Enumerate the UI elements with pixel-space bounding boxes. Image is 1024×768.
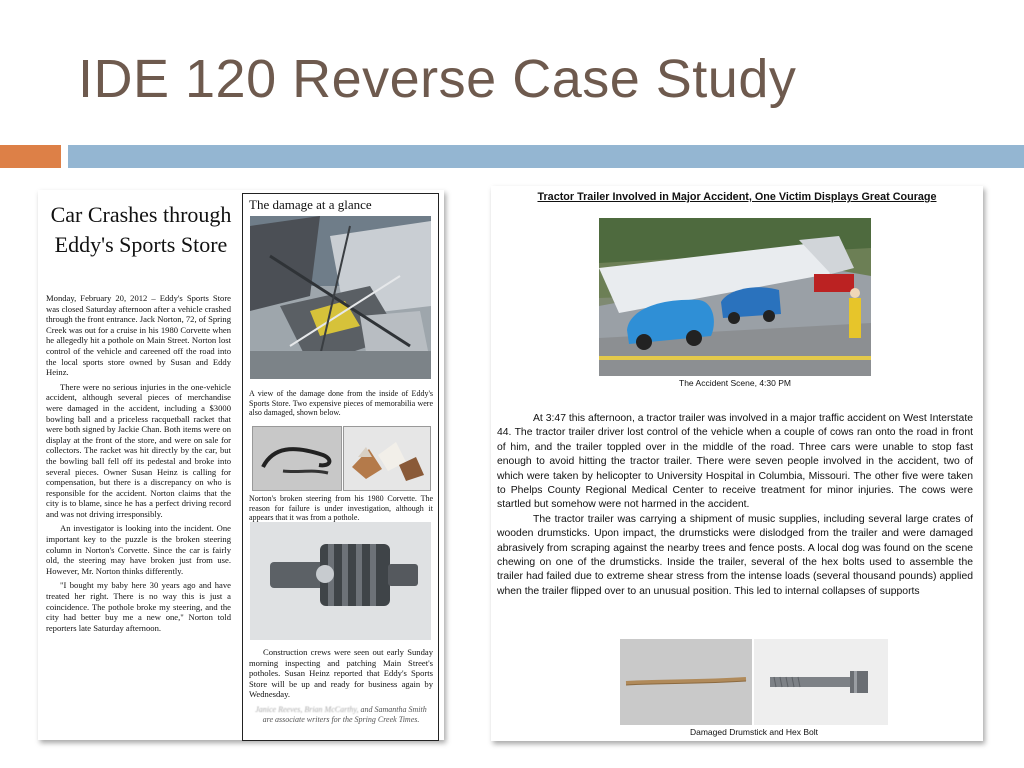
store-damage-caption: A view of the damage done from the inside of Eddy's Sports Store. Two expensive pieces of memorabilia were also damaged, shown below. [249, 389, 433, 417]
article-paragraph: At 3:47 this afternoon, a tractor trailer was involved in a major traffic accident on West Interstate 44. The tractor trailer driver lost control of the vehicle when a couple of cows ran onto the road in front of him, and the trailer toppled over in the middle of the road. Three cars were unable to stop fast enough to avoid hitting the tractor trailer. There were seven people involved in the accident, two of which were taken by helicopter to University Hospital in Columbia, Missouri. The other five were taken to Phelps County Regional Medical Center to receive treatment for minor injuries. The cows were startled but somehow were not harmed in the accident. [497, 413, 973, 511]
store-damage-photo [250, 216, 431, 379]
accident-photo-caption: The Accident Scene, 4:30 PM [679, 378, 791, 388]
steering-column-photo [250, 522, 431, 640]
car-crash-headline: Car Crashes through Eddy's Sports Store [50, 202, 232, 257]
article-paragraph: The tractor trailer was carrying a shipment of music supplies, including several large crates of wooden drumsticks. Upon impact, the drumsticks were dislodged from the trailer and were damaged abrasively from scraping against the nearby trees and fence posts. A local dog was found on the scene chewing on one of the drumsticks. Inside the trailer, several of the hex bolts used to assemble the trailer had failed due to extreme shear stress from the intense loads (several thousand pounds) applied when the trailer flipped over to an unusual position. This led to internal collapses of supports [497, 513, 973, 597]
article-paragraph: Monday, February 20, 2012 – Eddy's Sports Store was closed Saturday afternoon after a vehicle crashed through the front entrance. Jack Norton, 72, of Spring Creek was out for a cruise in his 1980 Corvette when he allegedly hit a pothole on Main Street. Norton lost control of the vehicle and careened off the road into the local sports store owned by Susan and Eddy Heinz. [46, 293, 231, 378]
broken-bowling-ball-photo [343, 426, 431, 491]
slide-title: IDE 120 Reverse Case Study [78, 49, 797, 109]
article-paragraph: An investigator is looking into the incident. One important key to the puzzle is the broken steering column in Norton's Corvette. Since the car is fairly old, the steering may have broken just from use. However, Mr. Norton thinks differently. [46, 523, 231, 576]
broken-racket-photo [252, 426, 342, 491]
left-newspaper-page [38, 190, 444, 740]
glance-title: The damage at a glance [249, 197, 372, 212]
right-newspaper-page [491, 186, 983, 741]
hex-bolt-photo [754, 639, 888, 725]
tractor-trailer-headline: Tractor Trailer Involved in Major Accident, One Victim Displays Great Courage [537, 191, 937, 203]
steering-caption: Norton's broken steering from his 1980 Corvette. The reason for failure is under investigation, although it appears that it was from a pothole. [249, 494, 433, 522]
article-paragraph: There were no serious injuries in the one-vehicle accident, although several pieces of merchandise were damaged in the accident, including a $3000 bowling ball and a priceless racquetball racket that were both signed by Jackie Chan. Both items were on display at the front of the store, and were on sale for collectors. The racket was hit directly by the car, but the bowling ball fell off its pedestal and broke into several pieces. Owner Susan Heinz is calling for compensation, but there is a discrepancy on who is responsible for the accident. Norton claims that the city is to blame, since he has a perfect driving record and was not driving irresponsibly. [46, 381, 231, 519]
accent-bar-blue [68, 145, 1024, 168]
accident-scene-photo [599, 218, 871, 376]
drumstick-bolt-caption: Damaged Drumstick and Hex Bolt [689, 727, 819, 737]
tractor-trailer-article-body [497, 412, 973, 599]
article-paragraph: "I bought my baby here 30 years ago and have treated her right. There is no way this is just a coincidence. The pothole broke my steering, and the city had better buy me a new one," Norton told reporters late Saturday afternoon. [46, 580, 231, 633]
damage-at-a-glance-box [242, 193, 439, 741]
damaged-drumstick-photo [620, 639, 752, 725]
car-crash-article-body [46, 293, 231, 633]
construction-paragraph: Construction crews were seen out early Sunday morning inspecting and patching Main Street's potholes. Susan Heinz reported that Eddy's Sports Store will be up and ready for business again by Wednesday. [249, 647, 433, 700]
writer-credit-names: Janice Reeves, Brian McCarthy, [255, 705, 359, 714]
writer-credit-text: and Samantha Smith are associate writers for the Spring Creek Times. [262, 705, 427, 724]
accent-bar-orange [0, 145, 61, 168]
writer-credit [251, 705, 431, 725]
